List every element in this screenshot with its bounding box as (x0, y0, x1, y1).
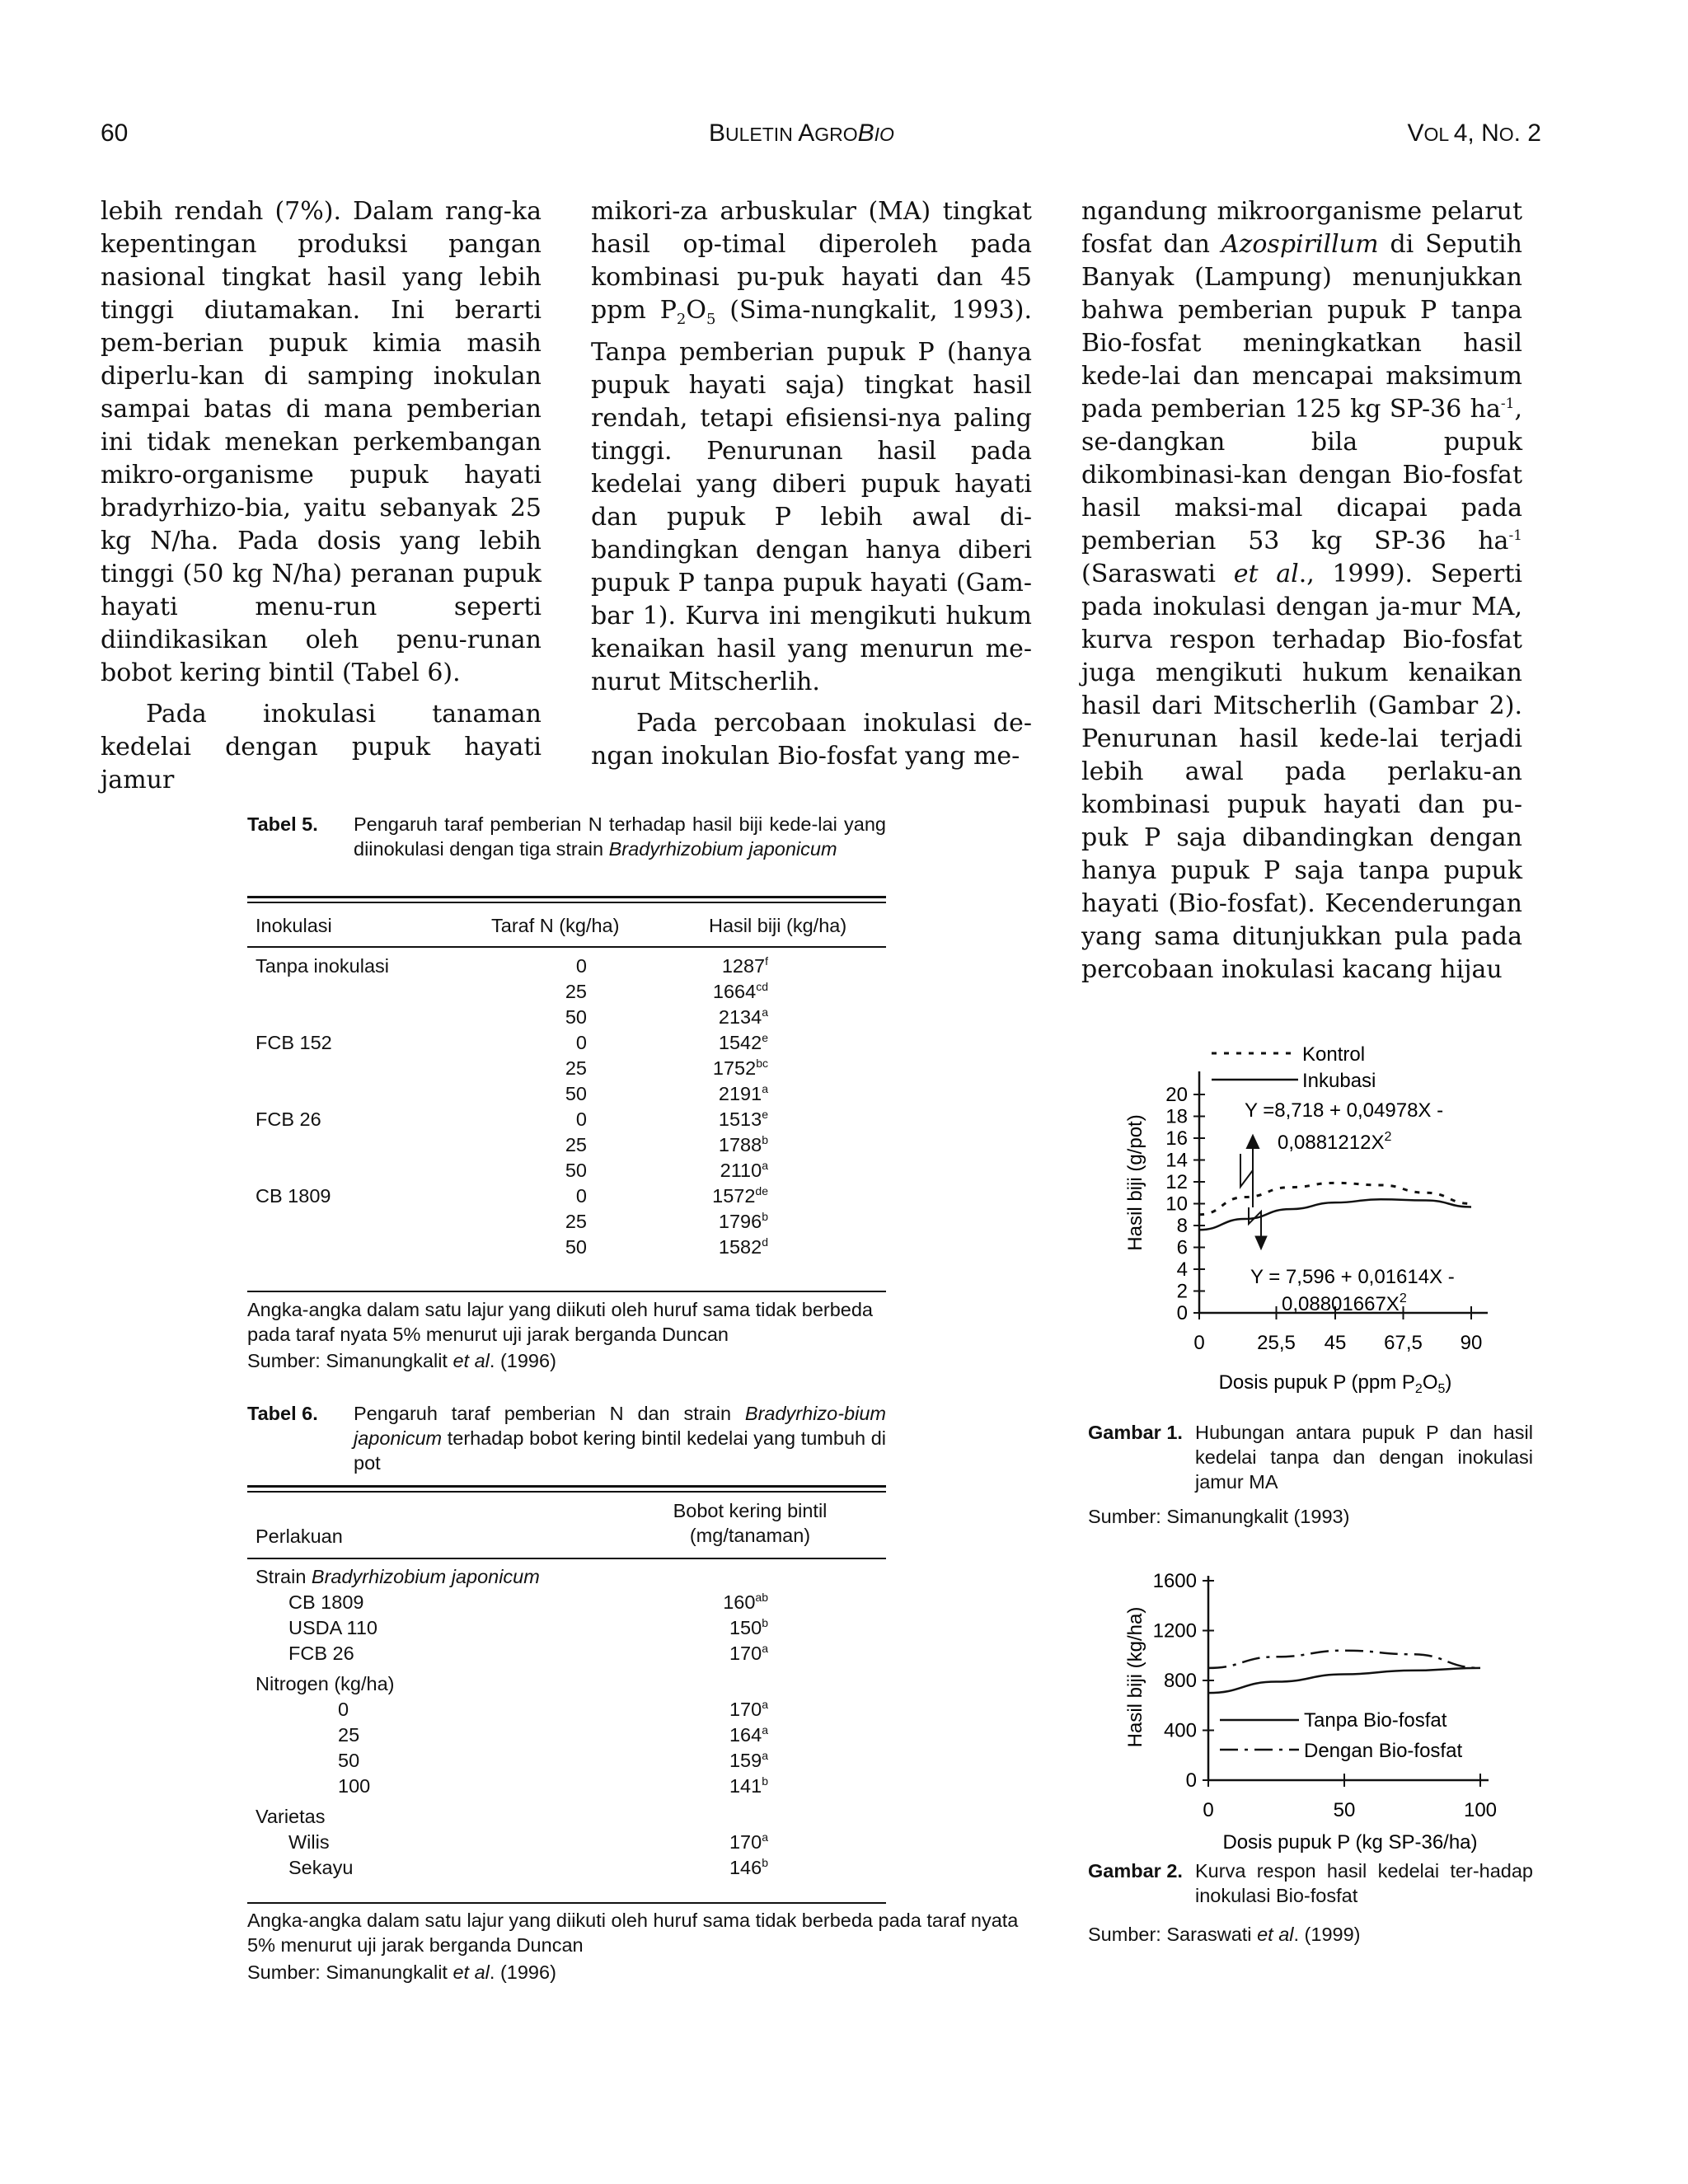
table-source: Sumber: Simanungkalit et al. (1996) (247, 1961, 556, 1983)
body-paragraph: Pada percobaan inokulasi de-ngan inokulan Bio-fosfat yang me- (591, 709, 1032, 771)
x-tick-label: 25,5 (1257, 1332, 1296, 1354)
arrow-down-icon (1255, 1236, 1267, 1249)
cell-taraf-n: 0 (575, 1185, 587, 1207)
col-header: Taraf N (kg/ha) (491, 915, 620, 936)
table-6 (247, 1401, 1022, 2003)
table-note: Angka-angka dalam satu lajur yang diikuti oleh huruf sama tidak berbeda pada taraf nyata 5% menurut uji jarak berganda Duncan (247, 1910, 1019, 1956)
y-tick-label: 16 (1165, 1127, 1188, 1150)
cell-bobot: 170$^a$ (729, 1830, 768, 1853)
table-label: Tabel 6. (247, 1403, 318, 1424)
cell-taraf-n: 50 (565, 1006, 587, 1028)
table-row (247, 1158, 886, 1183)
y-tick-label: 12 (1165, 1171, 1188, 1193)
y-axis-label: Hasil biji (g/pot) (1124, 1114, 1146, 1251)
table-row (247, 1056, 886, 1081)
table-row (247, 1855, 1022, 1881)
cell-inokulasi: CB 1809 (256, 1185, 331, 1207)
column-2 (591, 195, 1032, 773)
x-tick-label: 67,5 (1384, 1332, 1423, 1354)
column-3 (1081, 195, 1522, 987)
y-tick-label: 8 (1176, 1215, 1188, 1237)
x-tick-label: 100 (1463, 1799, 1498, 1821)
cell-hasil: 1582$^d$ (718, 1235, 768, 1258)
cell-bobot: 159$^a$ (729, 1749, 768, 1771)
table-label: Tabel 5. (247, 813, 318, 835)
figure-caption-text: Hubungan antara pupuk P dan hasil kedelai tanpa dan dengan inokulasi jamur MA (1195, 1422, 1533, 1493)
cell-taraf-n: 25 (565, 1211, 587, 1232)
cell-bobot: 170$^a$ (729, 1698, 768, 1720)
cell-bobot: 150$^b$ (729, 1616, 768, 1638)
cell-hasil: $1752^{bc}$ (712, 1057, 768, 1079)
cell-hasil: 1788$^b$ (718, 1133, 768, 1155)
cell-taraf-n: 0 (575, 1032, 587, 1053)
cell-perlakuan: 0 (338, 1699, 349, 1720)
series-line-inkubasi (1199, 1199, 1471, 1230)
body-paragraph: lebih rendah (7%). Dalam rang-ka kepentingan produksi pangan nasional tingkat hasil yang lebih tinggi diutamakan. Ini berarti pem-berian pupuk kimia masih diperlu-kan di samping inokulan sampai batas di mana pemberian ini tidak menekan perkembangan mikro-organisme pupuk hayati bradyrhizo-bia, yaitu sebanyak 25 kg N/ha. Pada dosis yang lebih tinggi (50 kg N/ha) peranan pupuk hayati menu-run seperti diindikasikan oleh penu-runan bobot kering bintil (Tabel 6). (101, 197, 542, 687)
table-row (247, 1081, 886, 1107)
table-row (247, 1590, 1022, 1615)
table-row (247, 1235, 886, 1260)
cell-hasil: 1572de (712, 1184, 768, 1207)
table-row (247, 1030, 886, 1056)
table-row (247, 954, 886, 979)
page-number: 60 (101, 120, 129, 147)
equation-kontrol-line1: Y =8,718 + 0,04978X - (1245, 1099, 1444, 1122)
x-tick-label: 0 (1193, 1332, 1205, 1354)
cell-perlakuan: Wilis (288, 1831, 330, 1853)
y-tick-label: 0 (1176, 1302, 1188, 1324)
cell-bobot: 170$^a$ (729, 1642, 768, 1664)
x-axis-label: Dosis pupuk P (ppm $P_2O_5$) (1218, 1371, 1452, 1396)
figure-label: Gambar 1. (1088, 1422, 1183, 1443)
cell-taraf-n: 25 (565, 1134, 587, 1155)
y-tick-label: 20 (1165, 1084, 1188, 1106)
figure-1-chart (1104, 1038, 1533, 1409)
col-header: Bobot kering bintil (mg/tanaman) (673, 1500, 828, 1546)
cell-hasil: $1664^{cd}$ (712, 980, 768, 1002)
figure-2-chart (1104, 1558, 1533, 1854)
cell-perlakuan: 100 (338, 1775, 371, 1797)
equation-inkubasi-line1: Y = 7,596 + 0,01614X - (1250, 1266, 1455, 1288)
table-group-label: Varietas (256, 1806, 326, 1827)
y-tick-label: 1600 (1152, 1570, 1197, 1592)
cell-hasil: 1796$^b$ (718, 1210, 768, 1232)
x-axis-label: Dosis pupuk P (kg SP-36/ha) (1222, 1831, 1478, 1854)
table-row (247, 1830, 1022, 1855)
equation-kontrol-line2: $0,0881212X^2$ (1278, 1130, 1392, 1154)
column-1 (101, 195, 542, 797)
figure-1-source: Sumber: Simanungkalit (1993) (1088, 1506, 1350, 1527)
cell-taraf-n: 25 (565, 1057, 587, 1079)
table-row (247, 1183, 886, 1209)
cell-inokulasi: FCB 26 (256, 1108, 321, 1130)
x-tick-label: 0 (1203, 1799, 1214, 1821)
legend-kontrol: Kontrol (1302, 1043, 1366, 1066)
table-note: Angka-angka dalam satu lajur yang diikuti oleh huruf sama tidak berbeda pada taraf nyata 5% menurut uji jarak berganda Duncan (247, 1299, 873, 1345)
table-title: Pengaruh taraf pemberian N dan strain Bradyrhizo-bium japonicum terhadap bobot kering bintil kedelai yang tumbuh di pot (354, 1403, 886, 1474)
cell-inokulasi: Tanpa inokulasi (256, 955, 389, 977)
y-tick-label: 4 (1176, 1258, 1188, 1281)
y-tick-label: 800 (1163, 1670, 1197, 1692)
legend-dengan: Dengan Bio-fosfat (1304, 1740, 1463, 1762)
table-row (247, 1697, 1022, 1722)
cell-hasil: 1287$^f$ (721, 954, 768, 977)
col-header: Perlakuan (256, 1526, 343, 1547)
body-paragraph: mikori-za arbuskular (MA) tingkat hasil op-timal diperoleh pada kombinasi pu-puk hayati dan 45 ppm $P_2O_5$ (Sima-nungkalit, 1993). Tanpa pemberian pupuk P (hanya pupuk hayati saja) tingkat hasil rendah, tetapi efisiensi-nya paling tinggi. Penurunan hasil pada kedelai yang diberi pupuk hayati dan pupuk P lebih awal di-bandingkan dengan hanya diberi pupuk P tanpa pupuk hayati (Gam-bar 1). Kurva ini mengikuti hukum kenaikan hasil yang menurun me-nurut Mitscherlih. (591, 197, 1033, 696)
y-tick-label: 6 (1176, 1236, 1188, 1259)
cell-perlakuan: 50 (338, 1750, 360, 1771)
y-tick-label: 2 (1176, 1280, 1188, 1303)
journal-title: BULETIN AGROBIO (709, 120, 894, 147)
cell-perlakuan: FCB 26 (288, 1643, 354, 1664)
table-group-label: Nitrogen (kg/ha) (256, 1673, 395, 1694)
table-title: Pengaruh taraf pemberian N terhadap hasil biji kede-lai yang diinokulasi dengan tiga strain Bradyrhizobium japonicum (354, 813, 886, 860)
x-tick-label: 50 (1333, 1799, 1356, 1821)
table-row (247, 1722, 1022, 1748)
y-tick-label: 18 (1165, 1105, 1188, 1128)
table-row (247, 1005, 886, 1030)
col-header: Inokulasi (256, 915, 332, 936)
volume-info: VOL 4, NO. 2 (1407, 120, 1541, 147)
table-6-caption (247, 1401, 886, 1475)
figure-label: Gambar 2. (1088, 1860, 1183, 1882)
figure-2-source: Sumber: Saraswati et al. (1999) (1088, 1924, 1361, 1945)
y-tick-label: 10 (1165, 1193, 1188, 1216)
col-header: Hasil biji (kg/ha) (709, 915, 847, 936)
table-5 (247, 812, 886, 1372)
cell-hasil: 2191$^a$ (718, 1082, 768, 1104)
cell-taraf-n: 25 (565, 981, 587, 1002)
y-axis-label: Hasil biji (kg/ha) (1124, 1606, 1146, 1748)
table-group-label: Strain Bradyrhizobium japonicum (256, 1566, 540, 1587)
figure-caption-text: Kurva respon hasil kedelai ter-hadap inokulasi Bio-fosfat (1195, 1860, 1533, 1906)
pointer-arrow-inkubasi (1249, 1207, 1261, 1240)
cell-taraf-n: 50 (565, 1083, 587, 1104)
table-row (247, 1774, 1022, 1799)
cell-hasil: 1513e (718, 1108, 768, 1130)
cell-bobot: 146$^b$ (729, 1856, 768, 1878)
cell-perlakuan: 25 (338, 1724, 360, 1746)
cell-hasil: 1542e (718, 1031, 768, 1053)
table-5-caption (247, 812, 886, 886)
table-row (247, 1615, 1022, 1641)
cell-taraf-n: 50 (565, 1236, 587, 1258)
table-header-row (247, 913, 886, 939)
cell-inokulasi: FCB 152 (256, 1032, 332, 1053)
x-tick-label: 90 (1460, 1332, 1483, 1354)
table-row (247, 979, 886, 1005)
cell-taraf-n: 50 (565, 1160, 587, 1181)
cell-taraf-n: 0 (575, 955, 587, 977)
cell-taraf-n: 0 (575, 1108, 587, 1130)
cell-bobot: 164$^a$ (729, 1723, 768, 1746)
cell-perlakuan: Sekayu (288, 1857, 354, 1878)
equation-inkubasi-line2: $0,08801667X^2$ (1282, 1291, 1407, 1315)
pointer-arrow-kontrol (1240, 1154, 1253, 1203)
table-row (247, 1641, 1022, 1666)
y-tick-label: 400 (1163, 1719, 1197, 1742)
cell-bobot: 141$^b$ (729, 1774, 768, 1797)
x-tick-label: 45 (1324, 1332, 1347, 1354)
body-paragraph: ngandung mikroorganisme pelarut fosfat dan Azospirillum di Seputih Banyak (Lampung) menunjukkan bahwa pemberian pupuk P tanpa Bio-fosfat meningkatkan hasil kede-lai dan mencapai maksimum pada pemberian 125 kg SP-36 $ha^{-1}$, se-dangkan bila pupuk dikombinasi-kan dengan Bio-fosfat hasil maksi-mal dicapai pada pemberian 53 kg SP-36 $ha^{-1}$ (Saraswati et al., 1999). Seperti pada inokulasi dengan ja-mur MA, kurva respon terhadap Bio-fosfat juga mengikuti hukum kenaikan hasil dari Mitscherlih (Gambar 2). Penurunan hasil kede-lai terjadi lebih awal pada perlaku-an kombinasi pupuk hayati dan pu-puk P saja dibandingkan dengan hanya pupuk P saja tanpa pupuk hayati (Bio-fosfat). Kecenderungan yang sama ditunjukkan pula pada percobaan inokulasi kacang hijau (1081, 197, 1523, 984)
legend-inkubasi: Inkubasi (1302, 1070, 1376, 1092)
y-tick-label: 0 (1185, 1769, 1197, 1792)
y-tick-label: 1200 (1152, 1619, 1197, 1643)
figure-1-caption (1088, 1420, 1533, 1502)
table-row (247, 1132, 886, 1158)
series-line-tanpa-bio-fosfat (1208, 1668, 1480, 1693)
cell-bobot: $160^{ab}$ (723, 1591, 768, 1613)
table-row (247, 1107, 886, 1132)
cell-hasil: 2134$^a$ (718, 1005, 768, 1028)
body-paragraph: Pada inokulasi tanaman kedelai dengan pupuk hayati jamur (101, 700, 542, 794)
table-row (247, 1748, 1022, 1774)
figure-2-caption (1088, 1858, 1533, 1916)
series-line-dengan-bio-fosfat (1208, 1651, 1480, 1668)
table-row (247, 1209, 886, 1235)
cell-perlakuan: CB 1809 (288, 1591, 364, 1613)
arrow-up-icon (1247, 1136, 1259, 1174)
table-source: Sumber: Simanungkalit et al. (1996) (247, 1350, 556, 1371)
legend-tanpa: Tanpa Bio-fosfat (1304, 1709, 1447, 1732)
cell-hasil: 2110$^a$ (720, 1159, 768, 1181)
cell-perlakuan: USDA 110 (288, 1617, 377, 1638)
y-tick-label: 14 (1165, 1149, 1188, 1172)
